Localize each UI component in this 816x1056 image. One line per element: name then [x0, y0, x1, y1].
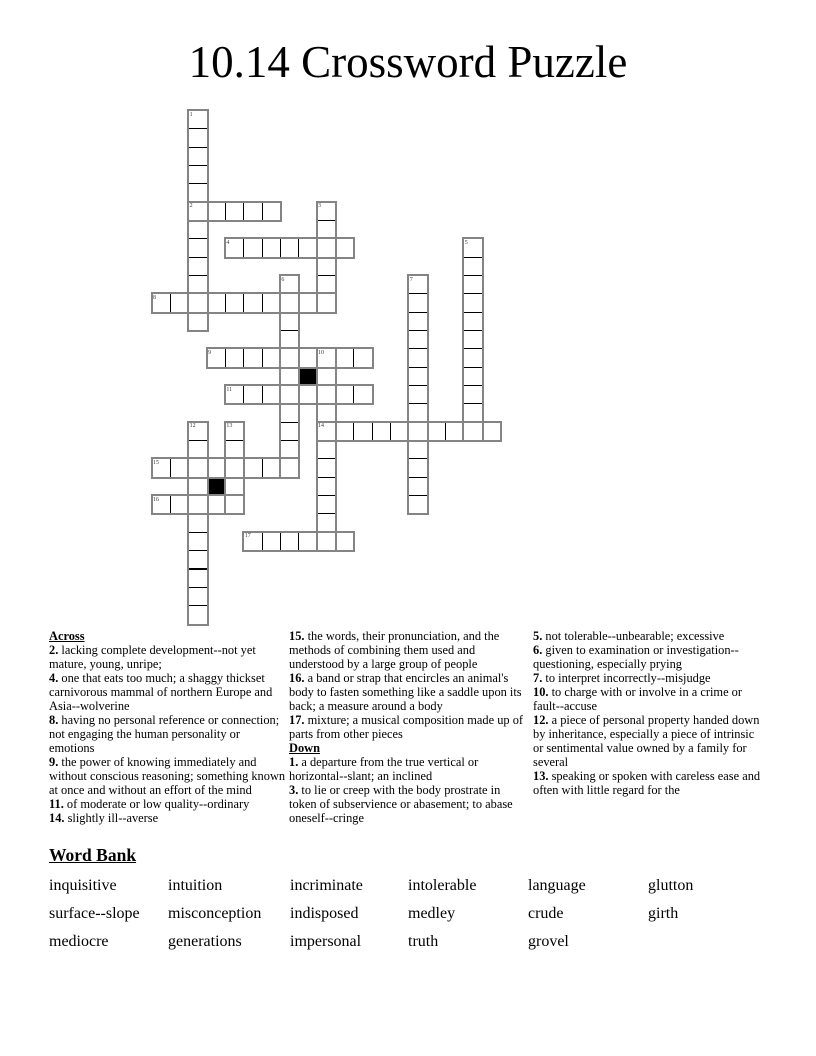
grid-cell[interactable]: [280, 532, 299, 551]
grid-cell[interactable]: [317, 403, 336, 422]
clue-item: 2. lacking complete development--not yet mature, young, unripe;: [49, 643, 256, 671]
grid-cell[interactable]: [317, 385, 336, 404]
grid-cell[interactable]: [463, 403, 482, 422]
word-bank-word: surface--slope: [49, 905, 140, 922]
grid-cell[interactable]: [335, 238, 354, 257]
word-bank-word: impersonal: [290, 933, 362, 950]
clue-number: 15.: [289, 629, 305, 643]
grid-cell[interactable]: [280, 403, 299, 422]
cell-number: 4: [226, 239, 230, 246]
grid-cell[interactable]: [280, 238, 299, 257]
cell-number: 17: [244, 533, 251, 540]
grid-cell[interactable]: [188, 293, 207, 312]
clue-column-2: [289, 629, 526, 825]
cell-number: 14: [318, 423, 325, 430]
grid-cell[interactable]: [188, 587, 207, 606]
word-bank-word: indisposed: [290, 905, 359, 922]
grid-cell[interactable]: [207, 202, 226, 221]
grid-cell[interactable]: [408, 458, 427, 477]
grid-cell[interactable]: [280, 367, 299, 386]
clue-number: 3.: [289, 783, 299, 797]
grid-cell[interactable]: [463, 330, 482, 349]
grid-cell[interactable]: [463, 312, 482, 331]
cell-number: 8: [153, 294, 156, 301]
grid-cell[interactable]: [463, 385, 482, 404]
word-bank-word: language: [528, 877, 586, 894]
grid-cell[interactable]: [408, 495, 427, 514]
grid-cell[interactable]: [335, 348, 354, 367]
grid-cell[interactable]: [408, 330, 427, 349]
grid-cell[interactable]: [280, 422, 299, 441]
grid-cell[interactable]: [298, 385, 317, 404]
grid-cell[interactable]: [408, 403, 427, 422]
grid-cell[interactable]: [280, 385, 299, 404]
clue-number: 8.: [49, 713, 59, 727]
word-bank-word: girth: [648, 905, 679, 922]
grid-cell[interactable]: [225, 293, 244, 312]
clue-item: 15. the words, their pronunciation, and the methods of combining them used and understood by a large group of people: [289, 629, 500, 671]
black-cell: [298, 367, 317, 386]
word-bank-title: Word Bank: [49, 845, 137, 865]
cell-number: 10: [318, 349, 325, 356]
clue-item: 5. not tolerable--unbearable; excessive: [533, 629, 725, 643]
grid-cell[interactable]: [317, 513, 336, 532]
grid-cell[interactable]: [225, 458, 244, 477]
word-bank-word: intuition: [168, 877, 223, 894]
clue-item: 10. to charge with or involve in a crime or fault--accuse: [533, 685, 742, 713]
word-bank-word: truth: [408, 933, 439, 950]
clue-number: 14.: [49, 811, 65, 825]
clue-item: 13. speaking or spoken with careless ease and often with little regard for the: [533, 769, 761, 797]
grid-cell[interactable]: [408, 440, 427, 459]
clue-number: 5.: [533, 629, 543, 643]
grid-cell[interactable]: [445, 422, 464, 441]
grid-cell[interactable]: [188, 238, 207, 257]
clue-item: 7. to interpret incorrectly--misjudge: [533, 671, 711, 685]
cell-number: 3: [318, 203, 322, 210]
clue-column-1: [49, 629, 286, 825]
cell-number: 16: [153, 496, 159, 503]
grid-cell[interactable]: [335, 385, 354, 404]
cell-number: 15: [153, 459, 159, 466]
cell-number: 13: [226, 423, 233, 430]
grid-cell[interactable]: [243, 202, 262, 221]
grid-cell[interactable]: [188, 147, 207, 166]
grid-cell[interactable]: [188, 257, 207, 276]
grid-cell[interactable]: [207, 293, 226, 312]
grid-cell[interactable]: [317, 275, 336, 294]
grid-cell[interactable]: [207, 495, 226, 514]
word-bank-word: glutton: [648, 877, 694, 894]
grid-cell[interactable]: [463, 293, 482, 312]
clue-item: 14. slightly ill--averse: [49, 811, 159, 825]
grid-cell[interactable]: [317, 440, 336, 459]
clue-item: 6. given to examination or investigation--questioning, especially prying: [533, 643, 739, 671]
grid-cell[interactable]: [408, 385, 427, 404]
grid-cell[interactable]: [463, 367, 482, 386]
black-cell: [207, 477, 226, 496]
down-header: Down: [289, 741, 320, 755]
word-bank-word: grovel: [528, 933, 569, 950]
grid-cell[interactable]: [188, 220, 207, 239]
grid-cell[interactable]: [170, 293, 189, 312]
word-bank-word: incriminate: [290, 877, 363, 894]
grid-cell[interactable]: [482, 422, 501, 441]
clue-number: 11.: [49, 797, 64, 811]
grid-cell[interactable]: [317, 220, 336, 239]
grid-cell[interactable]: [408, 348, 427, 367]
word-bank-empty: [648, 928, 740, 956]
grid-cell[interactable]: [262, 458, 281, 477]
grid-cell[interactable]: [243, 385, 262, 404]
grid-cell[interactable]: [262, 293, 281, 312]
word-bank-word: crude: [528, 905, 564, 922]
cell-number: 1: [189, 111, 193, 118]
grid-cell[interactable]: [280, 440, 299, 459]
grid-cell[interactable]: [317, 495, 336, 514]
clue-item: 4. one that eats too much; a shaggy thickset carnivorous mammal of northern Europe and Asia--wolverine: [49, 671, 273, 713]
grid-cell[interactable]: [170, 495, 189, 514]
clue-number: 7.: [533, 671, 543, 685]
grid-cell[interactable]: [280, 458, 299, 477]
grid-cell[interactable]: [262, 202, 281, 221]
word-bank-word: misconception: [168, 905, 262, 922]
cell-number: 12: [189, 423, 196, 430]
grid-cell[interactable]: [280, 348, 299, 367]
clue-number: 1.: [289, 755, 299, 769]
clue-item: 11. of moderate or low quality--ordinary: [49, 797, 250, 811]
grid-cell[interactable]: [225, 440, 244, 459]
page-title: 10.14 Crossword Puzzle: [188, 37, 628, 87]
grid-cell[interactable]: [188, 458, 207, 477]
grid-cell[interactable]: [243, 348, 262, 367]
clue-number: 10.: [533, 685, 549, 699]
grid-cell[interactable]: [408, 312, 427, 331]
grid-cell[interactable]: [170, 458, 189, 477]
grid-cell[interactable]: [243, 238, 262, 257]
cell-number: 5: [464, 239, 468, 246]
clue-item: 1. a departure from the true vertical or horizontal--slant; an inclined: [289, 755, 479, 783]
grid-cell[interactable]: [188, 513, 207, 532]
clue-number: 12.: [533, 713, 549, 727]
grid-cell[interactable]: [188, 532, 207, 551]
grid-cell[interactable]: [280, 293, 299, 312]
clue-item: 16. a band or strap that encircles an animal's body to fasten something like a saddle upon its back; a measure around a body: [289, 671, 522, 713]
grid-cell[interactable]: [188, 569, 207, 588]
grid-cell[interactable]: [188, 550, 207, 569]
grid-cell[interactable]: [317, 532, 336, 551]
clue-item: 8. having no personal reference or connection; not engaging the human personality or emotions: [49, 713, 280, 755]
grid-cell[interactable]: [280, 330, 299, 349]
grid-cell[interactable]: [408, 367, 427, 386]
grid-cell[interactable]: [188, 275, 207, 294]
grid-cell[interactable]: [188, 128, 207, 147]
cell-number: 9: [208, 349, 212, 356]
grid-cell[interactable]: [317, 458, 336, 477]
grid-cell[interactable]: [188, 495, 207, 514]
grid-cell[interactable]: [225, 477, 244, 496]
clue-item: 12. a piece of personal property handed down by inheritance, especially a piece of intrinsic or sentimental value owned by a family for several: [533, 713, 760, 769]
grid-cell[interactable]: [243, 293, 262, 312]
grid-cell[interactable]: [262, 532, 281, 551]
grid-cell[interactable]: [463, 348, 482, 367]
grid-cell[interactable]: [317, 293, 336, 312]
grid-cell[interactable]: [225, 495, 244, 514]
clue-number: 9.: [49, 755, 59, 769]
clue-item: 9. the power of knowing immediately and without conscious reasoning; something known at once and without an effort of the mind: [49, 755, 286, 797]
grid-cell[interactable]: [298, 293, 317, 312]
clue-column-3: [533, 629, 764, 797]
grid-cell[interactable]: [463, 422, 482, 441]
grid-cell[interactable]: [188, 440, 207, 459]
grid-cell[interactable]: [188, 312, 207, 331]
grid-cell[interactable]: [188, 183, 207, 202]
grid-cell[interactable]: [335, 532, 354, 551]
clue-number: 6.: [533, 643, 543, 657]
grid-cell[interactable]: [427, 422, 446, 441]
grid-cell[interactable]: [335, 422, 354, 441]
grid-cell[interactable]: [317, 367, 336, 386]
grid-cell[interactable]: [225, 348, 244, 367]
cell-number: 11: [226, 386, 233, 393]
grid-cell[interactable]: [317, 477, 336, 496]
across-header: Across: [49, 629, 85, 643]
grid-cell[interactable]: [463, 275, 482, 294]
word-bank-word: generations: [168, 933, 242, 950]
grid-cell[interactable]: [353, 348, 372, 367]
clue-number: 13.: [533, 769, 549, 783]
crossword-grid: [152, 110, 501, 624]
grid-cell[interactable]: [262, 238, 281, 257]
grid-cell[interactable]: [225, 202, 244, 221]
grid-cell[interactable]: [188, 605, 207, 624]
grid-cell[interactable]: [408, 293, 427, 312]
grid-cell[interactable]: [243, 458, 262, 477]
word-bank-word: inquisitive: [49, 877, 117, 894]
grid-cell[interactable]: [408, 477, 427, 496]
grid-cell[interactable]: [353, 385, 372, 404]
grid-cell[interactable]: [207, 458, 226, 477]
clue-number: 4.: [49, 671, 59, 685]
cell-number: 6: [281, 276, 285, 283]
grid-cell[interactable]: [262, 385, 281, 404]
grid-cell[interactable]: [188, 477, 207, 496]
clue-item: 3. to lie or creep with the body prostrate in token of subservience or abasement; to abase oneself--cringe: [289, 783, 513, 825]
grid-cell[interactable]: [408, 422, 427, 441]
grid-cell[interactable]: [298, 348, 317, 367]
clue-number: 16.: [289, 671, 305, 685]
word-bank-word: mediocre: [49, 933, 109, 950]
clue-number: 17.: [289, 713, 305, 727]
grid-cell[interactable]: [463, 257, 482, 276]
cell-number: 2: [189, 203, 193, 210]
grid-cell[interactable]: [317, 257, 336, 276]
clue-item: 17. mixture; a musical composition made up of parts from other pieces: [289, 713, 524, 741]
grid-cell[interactable]: [372, 422, 391, 441]
word-bank-word: intolerable: [408, 877, 477, 894]
grid-cell[interactable]: [298, 238, 317, 257]
clue-number: 2.: [49, 643, 59, 657]
grid-cell[interactable]: [390, 422, 409, 441]
grid-cell[interactable]: [298, 532, 317, 551]
grid-cell[interactable]: [317, 238, 336, 257]
word-bank-list: [49, 872, 740, 956]
grid-cell[interactable]: [280, 312, 299, 331]
word-bank-word: medley: [408, 905, 456, 922]
grid-cell[interactable]: [353, 422, 372, 441]
grid-cell[interactable]: [188, 165, 207, 184]
grid-cell[interactable]: [262, 348, 281, 367]
cell-number: 7: [409, 276, 413, 283]
